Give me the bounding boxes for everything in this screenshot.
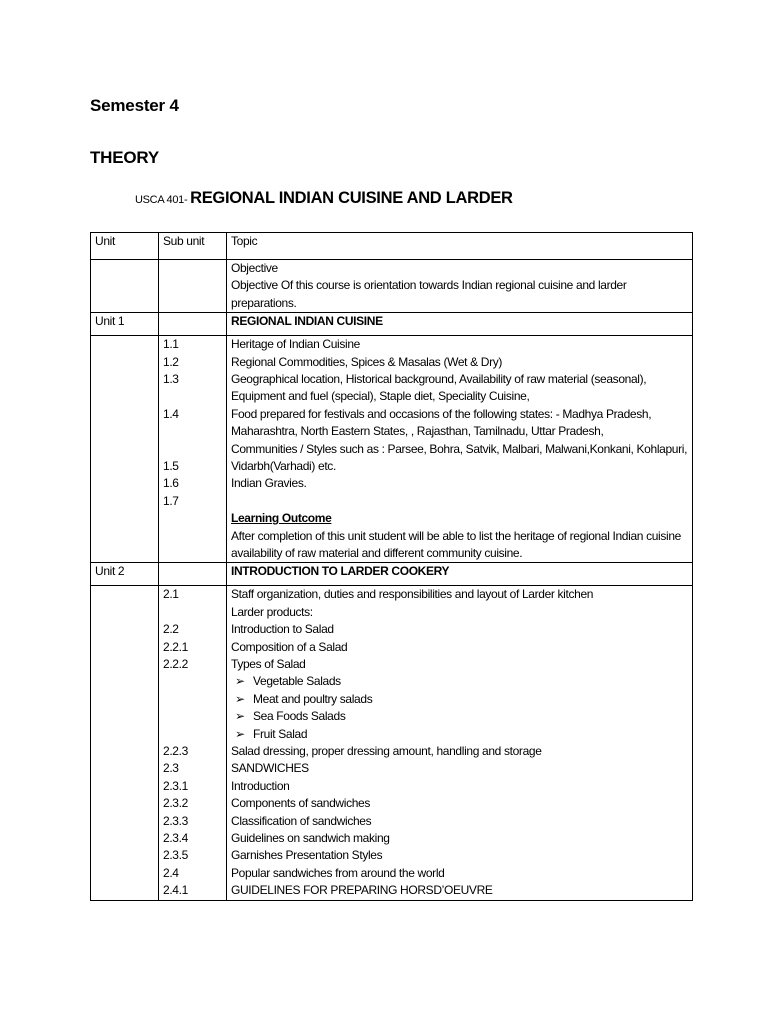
salad-type-item	[231, 673, 688, 690]
subunit-1-3: 1.3	[163, 372, 179, 386]
salad-type-label: Sea Foods Salads	[253, 709, 346, 724]
table-header-row	[91, 233, 693, 260]
subunit-1-4: 1.4	[163, 406, 179, 421]
unit2-title-row	[91, 563, 693, 586]
subunit-2-2: 2.2	[163, 622, 179, 637]
course-heading	[135, 189, 513, 208]
topic-1-3: Geographical location, Historical background, Availability of raw material (seasonal), Equipment and fuel (special), Staple diet, Speciality Cuisine,	[231, 372, 647, 404]
bullet-arrow-icon: ➢	[235, 691, 245, 706]
bullet-arrow-icon: ➢	[235, 674, 245, 689]
subunit-1-7: 1.7	[163, 493, 179, 508]
topic-2-3-5: Garnishes Presentation Styles	[231, 848, 383, 863]
subunit-2-3-2: 2.3.2	[163, 796, 188, 811]
salad-type-item	[231, 691, 688, 708]
subunit-1-1: 1.1	[163, 337, 179, 352]
salad-type-label: Vegetable Salads	[253, 674, 341, 689]
subunit-1-2: 1.2	[163, 354, 179, 369]
objective-cell	[227, 260, 693, 313]
subunit-2-2-3: 2.2.3	[163, 744, 188, 758]
bullet-arrow-icon: ➢	[235, 709, 245, 724]
unit2-title-subunit-cell	[159, 563, 227, 586]
unit2-content-row	[91, 586, 693, 900]
subunit-2-1: 2.1	[163, 587, 179, 602]
unit1-subunits-cell	[159, 336, 227, 563]
unit1-title-row	[91, 313, 693, 336]
subunit-1-5: 1.5	[163, 458, 179, 473]
unit1-content-unit-cell	[91, 336, 159, 563]
subunit-1-6: 1.6	[163, 476, 179, 491]
topic-2-1: Staff organization, duties and responsibilities and layout of Larder kitchen	[231, 587, 594, 602]
learning-outcome-label: Learning Outcome	[231, 511, 332, 526]
course-title: REGIONAL INDIAN CUISINE AND LARDER	[190, 189, 513, 207]
syllabus-table	[90, 232, 693, 901]
unit1-label: Unit 1	[91, 313, 159, 336]
topic-1-4: Food prepared for festivals and occasions of the following states: - Madhya Pradesh, Maharashtra, North Eastern States, , Rajasthan, Tamilnadu, Uttar Pradesh,	[231, 406, 652, 439]
subunit-2-3-5: 2.3.5	[163, 848, 188, 863]
topic-2-3-3: Classification of sandwiches	[231, 813, 372, 828]
semester-heading: Semester 4	[90, 96, 179, 115]
unit2-topics-cell	[227, 586, 693, 900]
topic-2-3-4: Guidelines on sandwich making	[231, 831, 390, 846]
topic-2-2: Introduction to Salad	[231, 622, 334, 637]
header-topic: Topic	[227, 233, 693, 260]
subunit-2-2-2: 2.2.2	[163, 657, 188, 672]
course-code: USCA 401-	[135, 194, 191, 206]
topic-2-3-1: Introduction	[231, 778, 290, 793]
topic-1-7: Indian Gravies.	[231, 476, 307, 491]
header-unit: Unit	[91, 233, 159, 260]
unit2-title: INTRODUCTION TO LARDER COOKERY	[227, 563, 693, 586]
unit1-title-subunit-cell	[159, 313, 227, 336]
objective-subunit-cell	[159, 260, 227, 313]
topic-1-2: Regional Commodities, Spices & Masalas (Wet & Dry)	[231, 354, 503, 369]
topic-2-4: Popular sandwiches from around the world	[231, 865, 445, 880]
topic-2-2-2: Types of Salad	[231, 657, 306, 672]
subunit-2-3-4: 2.3.4	[163, 830, 188, 845]
objective-row	[91, 260, 693, 313]
topic-2-2-1: Composition of a Salad	[231, 639, 348, 654]
objective-label: Objective	[231, 261, 278, 275]
salad-type-item	[231, 726, 688, 743]
subunit-2-3: 2.3	[163, 761, 179, 776]
salad-type-label: Fruit Salad	[253, 726, 308, 741]
unit1-content-row	[91, 336, 693, 563]
topic-2-4-1: GUIDELINES FOR PREPARING HORSD’OEUVRE	[231, 883, 493, 898]
topic-2-3-2: Components of sandwiches	[231, 796, 371, 811]
header-sub-unit: Sub unit	[159, 233, 227, 260]
learning-outcome-text: After completion of this unit student will be able to list the heritage of regional Indian cuisine availability of raw material and different community cuisine.	[231, 528, 681, 561]
salad-type-item	[231, 708, 688, 725]
unit1-topics-cell	[227, 336, 693, 563]
subunit-2-4: 2.4	[163, 865, 179, 880]
bullet-arrow-icon: ➢	[235, 726, 245, 741]
theory-heading: THEORY	[90, 148, 160, 167]
unit2-content-unit-cell	[91, 586, 159, 900]
objective-unit-cell	[91, 260, 159, 313]
topic-1-1: Heritage of Indian Cuisine	[231, 337, 360, 352]
objective-text: Objective Of this course is orientation towards Indian regional cuisine and larder preparations.	[231, 278, 627, 310]
topic-1-5-6: Communities / Styles such as : Parsee, Bohra, Satvik, Malbari, Malwani,Konkani, Kohlapuri, Vidarbh(Varhadi) etc.	[231, 441, 688, 474]
topic-2-3: SANDWICHES	[231, 761, 309, 776]
unit2-label: Unit 2	[91, 563, 159, 586]
subunit-2-4-1: 2.4.1	[163, 883, 188, 898]
topic-larder-products: Larder products:	[231, 604, 313, 619]
subunit-2-3-1: 2.3.1	[163, 778, 188, 793]
subunit-2-3-3: 2.3.3	[163, 813, 188, 828]
unit2-subunits-cell	[159, 586, 227, 900]
unit1-title: REGIONAL INDIAN CUISINE	[227, 313, 693, 336]
subunit-2-2-1: 2.2.1	[163, 639, 188, 654]
salad-type-label: Meat and poultry salads	[253, 691, 373, 706]
topic-2-2-3: Salad dressing, proper dressing amount, handling and storage	[231, 744, 542, 759]
